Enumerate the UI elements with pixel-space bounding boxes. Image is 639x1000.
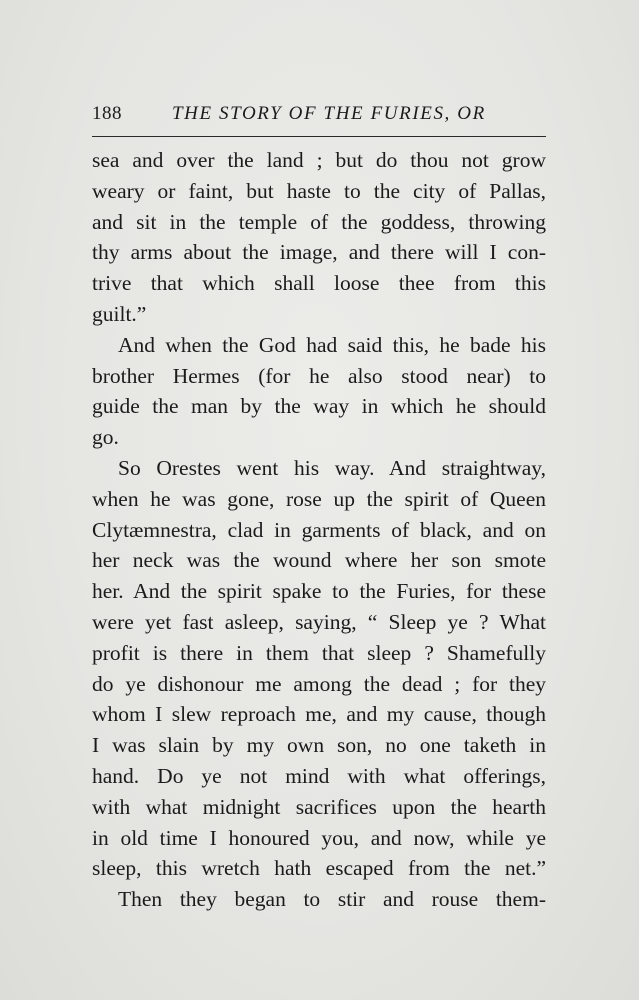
text-line: when he was gone, rose up the spirit of Queen [92, 486, 546, 511]
text-line: brother Hermes (for he also stood near) to [92, 363, 546, 388]
page-number: 188 [92, 103, 122, 124]
text-line: thy arms about the image, and there will I con- [92, 240, 546, 265]
text-line: trive that which shall loose thee from this [92, 271, 546, 296]
text-line: I was slain by my own son, no one taketh in [92, 733, 546, 758]
page-header [92, 103, 546, 133]
text-line: profit is there in them that sleep ? Shamefully [92, 640, 546, 665]
text-line: guide the man by the way in which he should [92, 394, 546, 419]
running-head: THE STORY OF THE FURIES, OR [172, 103, 486, 124]
text-line: go. [92, 425, 119, 450]
text-line: with what midnight sacrifices upon the hearth [92, 794, 546, 819]
text-line: So Orestes went his way. And straightway, [118, 455, 546, 480]
text-line: in old time I honoured you, and now, while ye [92, 825, 546, 850]
text-line: sleep, this wretch hath escaped from the net.” [92, 856, 546, 881]
text-line: guilt.” [92, 301, 147, 326]
text-line: And when the God had said this, he bade his [118, 332, 546, 357]
header-rule [92, 136, 546, 137]
text-line: and sit in the temple of the goddess, throwing [92, 209, 546, 234]
text-line: hand. Do ye not mind with what offerings, [92, 763, 546, 788]
text-line: her. And the spirit spake to the Furies, for these [92, 579, 546, 604]
text-line: do ye dishonour me among the dead ; for they [92, 671, 546, 696]
body-text [92, 145, 546, 915]
text-line: whom I slew reproach me, and my cause, though [92, 702, 546, 727]
text-line: her neck was the wound where her son smote [92, 548, 546, 573]
text-line: sea and over the land ; but do thou not grow [92, 148, 546, 172]
text-line: Clytæmnestra, clad in garments of black, and on [92, 517, 546, 542]
text-line: were yet fast asleep, saying, “ Sleep ye ? What [92, 609, 546, 634]
text-line: weary or faint, but haste to the city of Pallas, [92, 178, 546, 203]
text-line: Then they began to stir and rouse them- [118, 887, 546, 912]
